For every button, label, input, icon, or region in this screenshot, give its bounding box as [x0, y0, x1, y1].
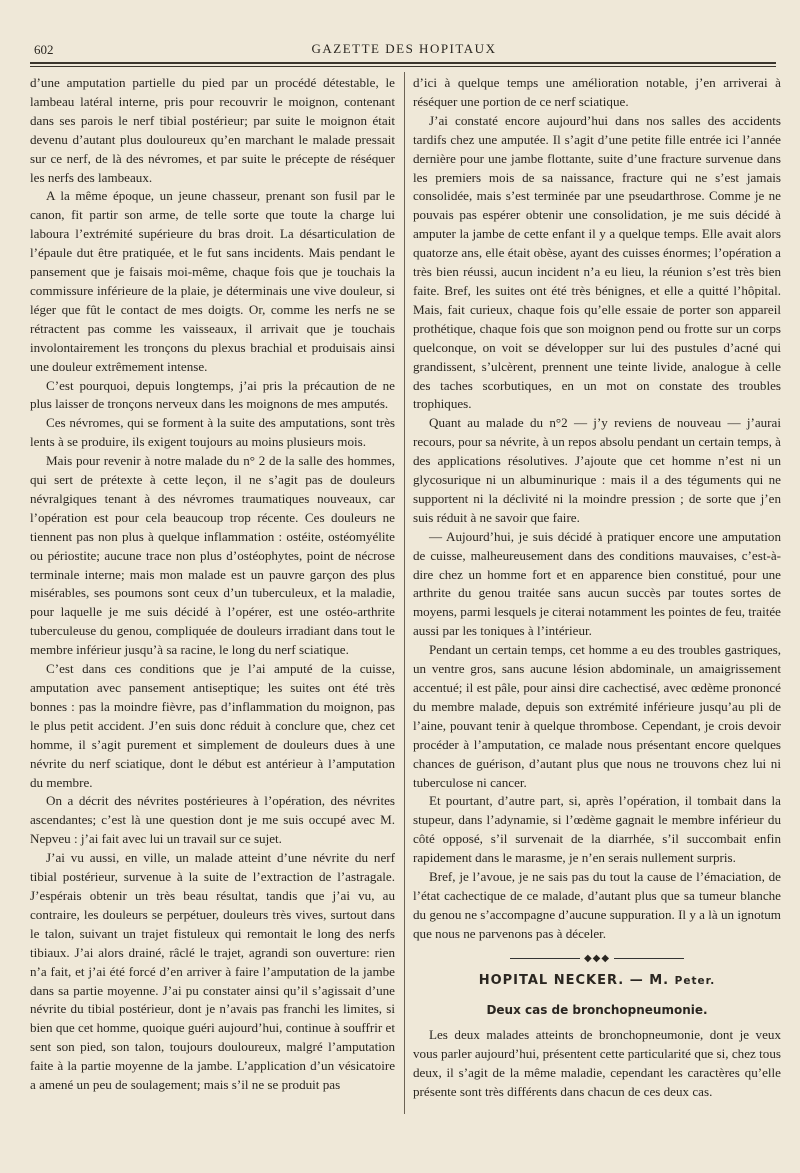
- left-column: [30, 74, 395, 1095]
- paragraph: On a décrit des névrites postérieures à l’opération, des névrites ascendantes; c’est là une question dont je me suis occupé avec M. Nepveu : j’ai fait avec lui un travail sur ce sujet.: [30, 793, 395, 847]
- paragraph: J’ai vu aussi, en ville, un malade atteint d’une névrite du nerf tibial postérieur, survenue à la suite de l’extraction de l’astragale. J’espérais obtenir un très beau résultat, tandis que j’ai vu, au contraire, les douleurs se perpétuer, douleurs très vives, surtout dans le talon, suivant un trajet fistuleux qui remontait le long des nerfs tibiaux. J’ai alors drainé, râclé le trajet, agrandi son ouverture: rien n’a fait, et j’ai été forcé d’en arriver à faire l’amputation de la jambe dans sa partie moyenne. J’ai pu constater ainsi qu’il s’agissait d’une névrite du tibial postérieur, dont je n’avais pas franchi les limites, si bien que cet homme, quoique guéri aujourd’hui, continue à souffrir et sent son pied, son talon, toujours douloureux, malgré l’amputation faite à la partie moyenne de la jambe. L’application d’un vésicatoire a amené un peu de soulagement; mais s’il ne se produit pas: [30, 850, 395, 1093]
- paragraph: d’une amputation partielle du pied par un procédé détestable, le lambeau latéral interne, pris pour recouvrir le moignon, contenant dans ses parois le nerf tibial postérieur; par suite le moignon était devenu d’autant plus douloureux qu’en marchant le malade pressait sur ce nerf, de là des névromes, et par suite le précepte de réséquer les nerfs des lambeaux.: [30, 75, 395, 185]
- journal-title: GAZETTE DES HOPITAUX: [311, 41, 497, 56]
- paragraph: d’ici à quelque temps une amélioration notable, j’en arriverai à réséquer une portion de ce nerf sciatique.: [413, 75, 781, 109]
- section-heading-title: HOPITAL NECKER. — M.: [478, 972, 670, 988]
- paragraph: Mais pour revenir à notre malade du n° 2 de la salle des hommes, qui sert de prétexte à cette leçon, il ne s’agit pas de douleurs névralgiques tenant à des névromes traumatiques nouveaux, car l’opération est pour cela beaucoup trop récente. Ces douleurs ne tiennent pas non plus à quelque inflammation : ostéite, ostéomyélite ou périostite; aucune trace non plus d’ostéophytes, point de nécrose terminale interne; mais mon malade est un pauvre garçon des plus misérables, ses poumons sont ceux d’un tuberculeux, et la maladie, pour laquelle je me suis décidé à l’opérer, est une ostéo-arthrite tuberculeuse du genou, compliquée de douleurs irradiant dans tout le membre inférieur jusqu’à sa racine, le long du nerf sciatique.: [30, 453, 395, 658]
- paragraph: Bref, je l’avoue, je ne sais pas du tout la cause de l’émaciation, de l’état cachectique de ce malade, d’autant plus que sa tumeur blanche du genou ne s’accompagne d’aucune suppuration. Il y a là un ignotum que nous ne parvenons pas à déceler.: [413, 869, 781, 941]
- paragraph: Et pourtant, d’autre part, si, après l’opération, il tombait dans la stupeur, dans l’adynamie, si l’œdème gagnait le membre inférieur du côté opposé, s’il survenait de la diarrhée, s’il succombait enfin rapidement dans le marasme, je n’en serais nullement surpris.: [413, 793, 781, 866]
- header-rule-thin: [30, 66, 776, 67]
- section-heading: [413, 972, 781, 991]
- diamond-rule-ornament-icon: ◆◆◆: [413, 954, 781, 964]
- page-header: [30, 38, 778, 62]
- page-number: 602: [34, 42, 54, 57]
- section-heading-author: Peter.: [674, 974, 716, 987]
- paragraph: A la même époque, un jeune chasseur, prenant son fusil par le canon, fit partir son arme, de telle sorte que toute la charge lui laboura l’extrémité supérieure du bras droit. La désarticulation de l’épaule dut être pratiquée, et le fut sans incidents. Mais pendant le pansement que je faisais moi-même, chaque fois que je touchais la commissure inférieure de la plaie, je déterminais une vive douleur, si léger que fût le contact de mes doigts. Or, comme les nerfs ne se rétractent pas comme les vaisseaux, il arrivait que je touchais involontairement les tronçons du plexus brachial et produisais ainsi une douleur extrêmement intense.: [30, 188, 395, 374]
- paragraph: — Aujourd’hui, je suis décidé à pratiquer encore une amputation de cuisse, malheureusement dans des conditions mauvaises, c’est-à-dire chez un homme fort et en apparence bien constitué, pour une arthrite du genou traitée sans aucun succès par toutes sortes de moyens, parmi lesquels je citerai notamment les pointes de feu, traitée aussi par les toniques à l’intérieur.: [413, 528, 781, 639]
- header-rule: [30, 62, 776, 64]
- right-column: [413, 74, 781, 1101]
- paragraph: Les deux malades atteints de bronchopneumonie, dont je veux vous parler aujourd’hui, présentent cette particularité que si, chez tous deux, il s’agit de la même maladie, cependant les caractères qu’elle présente sont très différents dans chacun de ces deux cas.: [413, 1026, 781, 1099]
- article-subheading: Deux cas de bronchopneumonie.: [486, 1002, 708, 1017]
- paragraph: C’est pourquoi, depuis longtemps, j’ai pris la précaution de ne plus laisser de tronçons nerveux dans les moignons de mes amputés.: [30, 377, 395, 412]
- paragraph: Quant au malade du n°2 — j’y reviens de nouveau — j’aurai recours, pour sa névrite, à un repos absolu pendant un certain temps, à des applications résolutives. J’ajoute que cet homme n’est ni un glycosurique ni un albuminurique : mais il a des téguments qui ne supportent ni la déclivité ni la moindre pression ; de sorte que j’en suis réduit à ne savoir que faire.: [413, 415, 781, 525]
- column-divider: [404, 72, 405, 1114]
- paragraph: Pendant un certain temps, cet homme a eu des troubles gastriques, un ventre gros, sans aucune lésion abdominale, un amaigrissement accentué; il est pâle, pour ainsi dire cachectisé, avec œdème prononcé du membre malade, depuis son extrémité inférieure jusqu’au pli de l’aine, pouvant tenir à quelque thrombose. Cependant, je crois devoir procéder à l’amputation, ce malade nous présentant encore quelques chances de guérison, d’autant plus que nous ne trouvons chez lui ni tuberculose ni cancer.: [413, 642, 781, 790]
- paragraph: C’est dans ces conditions que je l’ai amputé de la cuisse, amputation avec pansement antiseptique; les suites ont été très bonnes : pas la moindre fièvre, pas d’inflammation du moignon, pas le plus petit accident. J’en suis donc réduit à conclure que, chez cet homme, il s’agit purement et simplement de douleurs dues à une névrite du nerf sciatique, dont le début est antérieur à l’amputation du membre.: [30, 661, 395, 790]
- paragraph: J’ai constaté encore aujourd’hui dans nos salles des accidents tardifs chez une amputée. Il s’agit d’une petite fille entrée ici l’année dernière pour une jambe flottante, suite d’une fracture survenue dans les premiers mois de sa naissance, fracture qui ne s’est jamais consolidée, mais s’est terminée par une pseudarthrose. Comme je ne pouvais pas espérer obtenir une consolidation, je me suis décidé à amputer la jambe de cette enfant il y a quelque temps. Elle avait alors quatorze ans, elle était obèse, ayant des cuisses énormes; l’opération a très bien réussi, aucun incident n’a eu lieu, la réunion s’est très bien faite. Bref, les suites ont été très bénignes, et elle a quitté l’hôpital. Mais, fait curieux, chaque fois qu’elle essaie de porter son appareil prothétique, chaque fois que son moignon pend ou frotte sur un corps quelconque, on voit se développer sur lui des pustules d’acné qui grandissent, s’ulcèrent, prennent une teinte livide, analogue à celle des taches scorbutiques, en un mot on constate des troubles trophiques.: [413, 112, 781, 412]
- paragraph: Ces névromes, qui se forment à la suite des amputations, sont très lents à se produire, ils exigent toujours au moins plusieurs mois.: [30, 415, 395, 450]
